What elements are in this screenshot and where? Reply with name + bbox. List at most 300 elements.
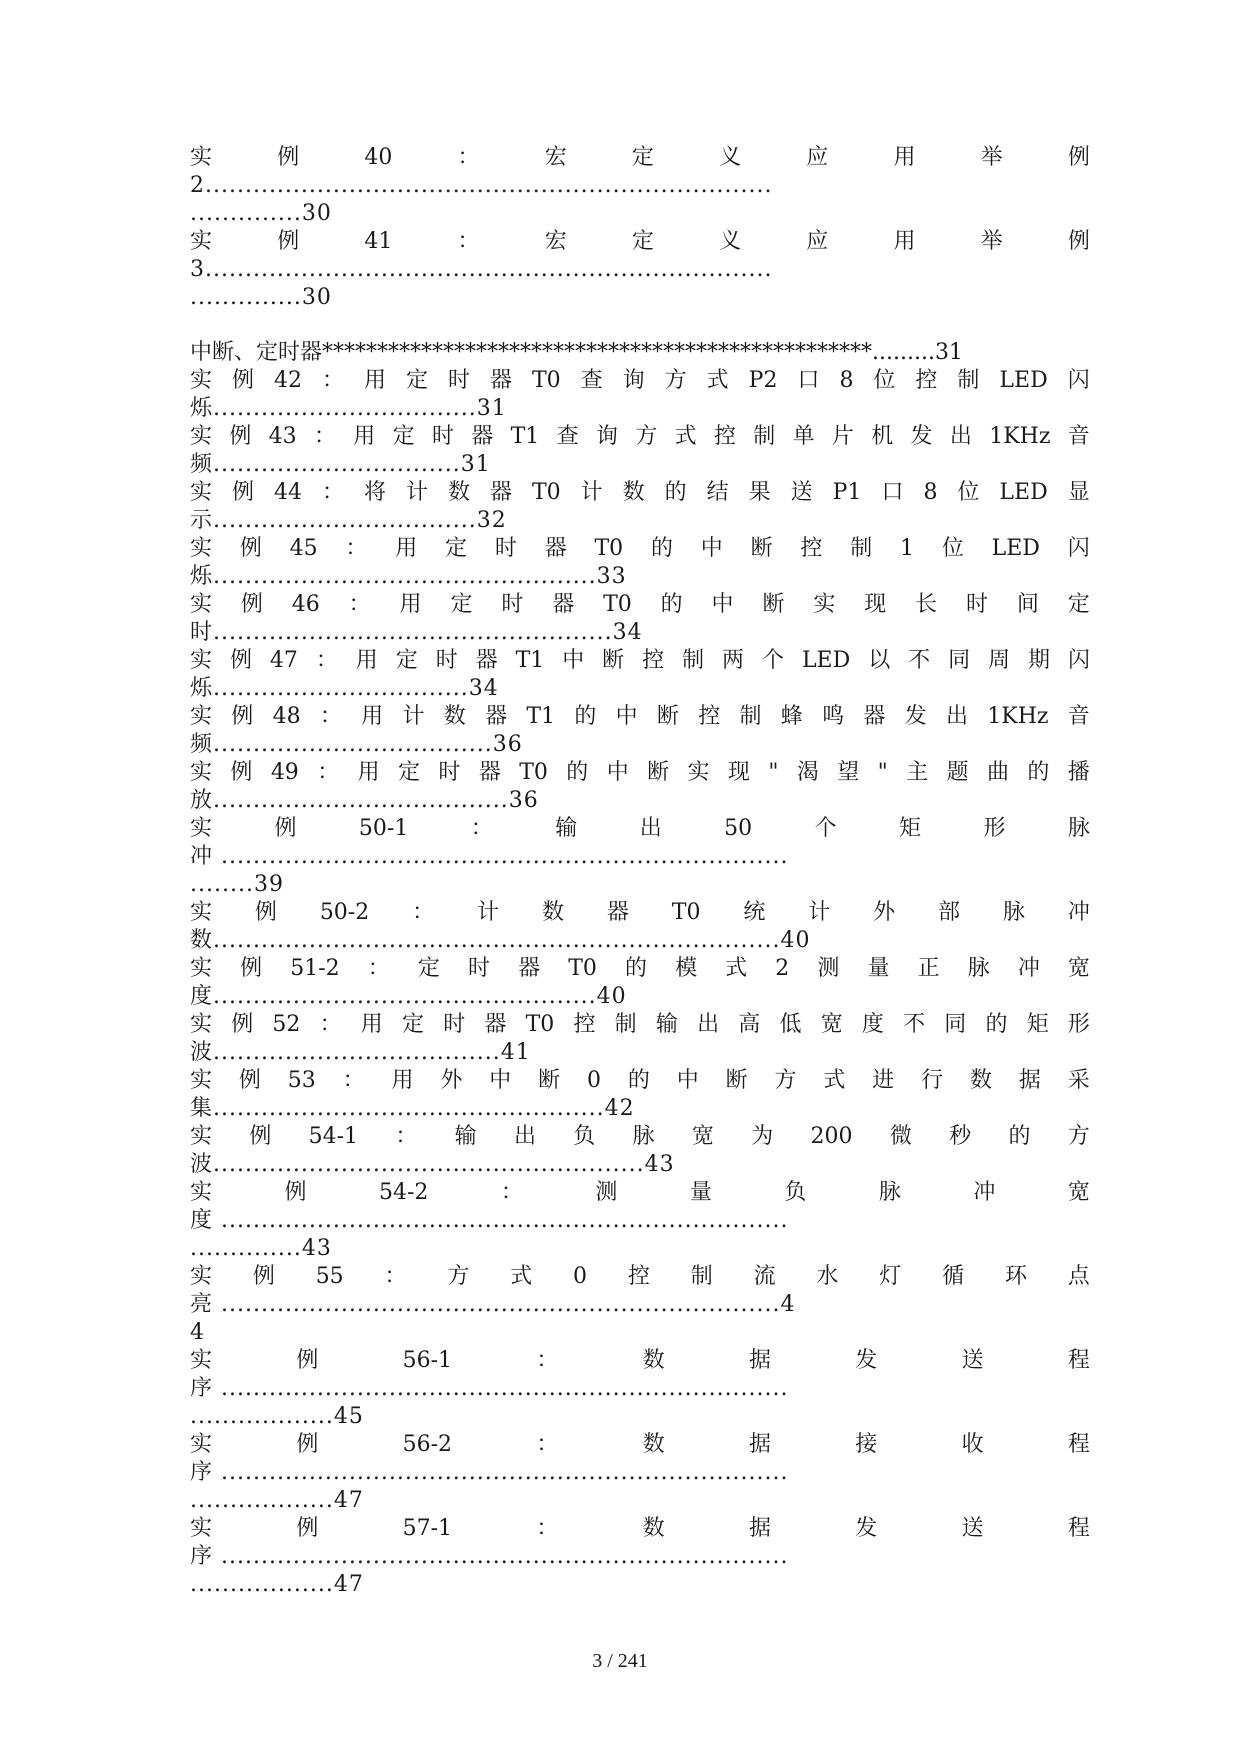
toc-title-token: 方 xyxy=(635,424,658,449)
toc-title-token: 定 xyxy=(445,536,468,561)
toc-title-token: 制 xyxy=(753,424,776,449)
toc-title-token: 实 xyxy=(190,1264,213,1289)
toc-title-token: 计 xyxy=(402,704,425,729)
toc-title-token: 52 xyxy=(272,1012,301,1037)
toc-entry-title-line xyxy=(190,955,1090,983)
toc-title-token: 器 xyxy=(489,368,512,393)
toc-entry-title-line xyxy=(190,1515,1090,1543)
toc-title-token: 8 xyxy=(923,480,938,505)
toc-title-token: 程 xyxy=(1067,1516,1090,1541)
toc-entry-title-line xyxy=(190,1263,1090,1291)
toc-title-token: 0 xyxy=(586,1068,601,1093)
toc-entry-leader-line: 烁.................................31 xyxy=(190,396,507,421)
toc-title-token: 例 xyxy=(230,760,253,785)
toc-title-token: T1 xyxy=(510,424,540,449)
toc-title-token: ： xyxy=(342,1068,365,1093)
toc-entry[interactable] xyxy=(190,1347,1090,1431)
toc-title-token: 定 xyxy=(395,648,418,673)
toc-title-token: ： xyxy=(457,145,480,170)
toc-title-token: 式 xyxy=(674,424,697,449)
toc-group-before xyxy=(190,144,1090,312)
toc-title-token: 送 xyxy=(961,1348,984,1373)
toc-title-token: 46 xyxy=(291,592,320,617)
toc-title-token: 查 xyxy=(556,424,579,449)
toc-entry[interactable] xyxy=(190,479,1090,535)
toc-title-token: 例 xyxy=(232,480,255,505)
toc-title-token: 宽 xyxy=(1067,956,1090,981)
toc-title-token: T0 xyxy=(603,592,632,617)
toc-title-token: 1KHz xyxy=(989,424,1051,449)
toc-title-token: LED xyxy=(801,648,851,673)
toc-title-token: 循 xyxy=(942,1264,965,1289)
toc-title-token: 控 xyxy=(800,536,823,561)
toc-title-token: 两 xyxy=(722,648,745,673)
toc-title-token: 制 xyxy=(614,1012,637,1037)
toc-entry[interactable] xyxy=(190,144,1090,228)
toc-title-token: 不 xyxy=(908,648,931,673)
toc-title-token: 实 xyxy=(813,592,836,617)
toc-title-token: 器 xyxy=(489,480,512,505)
toc-title-token: 定 xyxy=(450,592,473,617)
toc-entry-title-line xyxy=(190,144,1090,172)
toc-title-token: 时 xyxy=(467,956,490,981)
toc-title-token: 时 xyxy=(435,648,458,673)
toc-title-token: 例 xyxy=(239,536,262,561)
toc-title-token: 程 xyxy=(1067,1432,1090,1457)
toc-title-token: ： xyxy=(536,1516,559,1541)
toc-title-token: 口 xyxy=(881,480,904,505)
toc-title-token: 例 xyxy=(296,1348,319,1373)
toc-title-token: 中 xyxy=(676,1068,699,1093)
toc-title-token: 用 xyxy=(395,536,418,561)
toc-entry[interactable] xyxy=(190,759,1090,815)
toc-entry-title-line xyxy=(190,1067,1090,1095)
toc-entry-title-line xyxy=(190,228,1090,256)
toc-title-token: 流 xyxy=(753,1264,776,1289)
toc-entry[interactable] xyxy=(190,423,1090,479)
toc-title-token: 用 xyxy=(893,145,916,170)
toc-entry-title-line xyxy=(190,759,1090,787)
toc-title-token: 量 xyxy=(867,956,890,981)
toc-entry-leader-line: 亮 ......................................................................4 xyxy=(190,1292,796,1317)
toc-title-token: 40 xyxy=(364,145,393,170)
toc-title-token: 例 xyxy=(231,704,254,729)
toc-title-token: P2 xyxy=(748,368,778,393)
toc-title-token: 时 xyxy=(431,424,454,449)
toc-title-token: 56-2 xyxy=(402,1432,453,1457)
toc-title-token: 应 xyxy=(806,145,829,170)
toc-entry[interactable] xyxy=(190,1011,1090,1067)
toc-title-token: 的 xyxy=(660,592,683,617)
toc-title-token: 例 xyxy=(249,1124,272,1149)
toc-entry-leader-line: 频...................................36 xyxy=(190,732,523,757)
toc-title-token: 应 xyxy=(806,229,829,254)
toc-title-token: 式 xyxy=(725,956,748,981)
toc-title-token: 个 xyxy=(814,816,837,841)
toc-entry-title-line xyxy=(190,1123,1090,1151)
toc-gap xyxy=(190,312,1090,339)
toc-title-token: 正 xyxy=(917,956,940,981)
toc-title-token: 实 xyxy=(190,592,213,617)
toc-title-token: 统 xyxy=(743,900,766,925)
toc-entry[interactable] xyxy=(190,647,1090,703)
toc-title-token: " xyxy=(768,760,779,785)
toc-title-token: 定 xyxy=(398,760,421,785)
toc-title-token: 据 xyxy=(748,1432,771,1457)
toc-title-token: 数 xyxy=(642,1516,665,1541)
toc-entry-title-line xyxy=(190,703,1090,731)
toc-title-token: 曲 xyxy=(986,760,1009,785)
toc-title-token: 式 xyxy=(510,1264,533,1289)
table-of-contents xyxy=(190,144,1090,1599)
toc-title-token: 例 xyxy=(277,229,300,254)
toc-title-token: 用 xyxy=(893,229,916,254)
toc-entry-leader-line: 波....................................41 xyxy=(190,1040,531,1065)
toc-title-token: 56-1 xyxy=(402,1348,453,1373)
toc-title-token: 方 xyxy=(664,368,687,393)
toc-title-token: 周 xyxy=(988,648,1011,673)
toc-entry-leader-line: 烁................................34 xyxy=(190,676,499,701)
toc-title-token: 时 xyxy=(501,592,524,617)
toc-title-token: 实 xyxy=(190,1516,213,1541)
toc-title-token: 例 xyxy=(229,648,252,673)
toc-entry-leader-line: 序 ....................................................................... xyxy=(190,1544,789,1569)
toc-title-token: 器 xyxy=(475,648,498,673)
toc-title-token: 50-2 xyxy=(319,900,370,925)
toc-title-token: 鸣 xyxy=(822,704,845,729)
toc-entry[interactable] xyxy=(190,1067,1090,1123)
toc-title-token: 实 xyxy=(190,229,213,254)
toc-entry-page-line: ........39 xyxy=(190,872,284,897)
toc-title-token: 8 xyxy=(839,368,854,393)
toc-title-token: 长 xyxy=(915,592,938,617)
toc-title-token: 定 xyxy=(631,229,654,254)
toc-title-token: 定 xyxy=(1067,592,1090,617)
toc-title-token: 单 xyxy=(792,424,815,449)
toc-title-token: 例 xyxy=(240,956,263,981)
toc-title-token: 望 xyxy=(837,760,860,785)
toc-title-token: 低 xyxy=(779,1012,802,1037)
toc-title-token: 数 xyxy=(443,704,466,729)
toc-title-token: 位 xyxy=(941,536,964,561)
page-number: 3 / 241 xyxy=(592,1650,648,1672)
toc-title-token: 机 xyxy=(871,424,894,449)
toc-title-token: 询 xyxy=(622,368,645,393)
toc-title-token: T0 xyxy=(519,760,548,785)
toc-title-token: 制 xyxy=(739,704,762,729)
toc-title-token: 式 xyxy=(706,368,729,393)
toc-title-token: 外 xyxy=(440,1068,463,1093)
toc-title-token: 送 xyxy=(961,1516,984,1541)
toc-title-token: T0 xyxy=(568,956,597,981)
toc-title-token: 50-1 xyxy=(358,816,409,841)
toc-title-token: 义 xyxy=(719,145,742,170)
toc-title-token: 据 xyxy=(1018,1068,1041,1093)
toc-title-token: 控 xyxy=(713,424,736,449)
toc-title-token: 例 xyxy=(252,1264,275,1289)
toc-title-token: 据 xyxy=(748,1348,771,1373)
toc-title-token: 实 xyxy=(190,816,213,841)
toc-title-token: 54-1 xyxy=(308,1124,359,1149)
toc-title-token: ： xyxy=(367,956,390,981)
toc-title-token: 主 xyxy=(906,760,929,785)
toc-title-token: 例 xyxy=(1067,145,1090,170)
toc-title-token: 出 xyxy=(513,1124,536,1149)
toc-title-token: ： xyxy=(321,368,344,393)
toc-title-token: ： xyxy=(457,229,480,254)
toc-entry-page-line: ..................47 xyxy=(190,1572,364,1597)
toc-title-token: 中 xyxy=(615,704,638,729)
toc-title-token: 制 xyxy=(690,1264,713,1289)
toc-title-token: 数 xyxy=(969,1068,992,1093)
toc-title-token: 例 xyxy=(274,816,297,841)
toc-title-token: 程 xyxy=(1067,1348,1090,1373)
toc-title-token: 断 xyxy=(750,536,773,561)
toc-title-token: 例 xyxy=(229,424,252,449)
toc-title-token: ： xyxy=(536,1348,559,1373)
toc-title-token: ： xyxy=(500,1180,523,1205)
toc-entry[interactable] xyxy=(190,1179,1090,1263)
toc-entry-title-line xyxy=(190,1011,1090,1039)
toc-title-token: 进 xyxy=(872,1068,895,1093)
toc-title-token: 2 xyxy=(775,956,790,981)
toc-entry-leader-line: 烁................................................33 xyxy=(190,564,627,589)
toc-title-token: 器 xyxy=(471,424,494,449)
toc-title-token: 用 xyxy=(399,592,422,617)
toc-title-token: P1 xyxy=(832,480,862,505)
toc-title-token: 中 xyxy=(606,760,629,785)
toc-entry-title-line xyxy=(190,1347,1090,1375)
toc-title-token: 的 xyxy=(985,1012,1008,1037)
toc-title-token: 个 xyxy=(761,648,784,673)
toc-title-token: 外 xyxy=(873,900,896,925)
toc-title-token: 音 xyxy=(1067,424,1090,449)
toc-title-token: 询 xyxy=(595,424,618,449)
toc-entry[interactable] xyxy=(190,703,1090,759)
toc-title-token: 输 xyxy=(555,816,578,841)
toc-entry-page-line: ..............30 xyxy=(190,285,332,310)
toc-group-after xyxy=(190,367,1090,1599)
toc-title-token: 口 xyxy=(797,368,820,393)
toc-title-token: 位 xyxy=(957,480,980,505)
toc-title-token: 现 xyxy=(727,760,750,785)
toc-title-token: 式 xyxy=(823,1068,846,1093)
toc-title-token: 的 xyxy=(574,704,597,729)
toc-entry[interactable] xyxy=(190,1123,1090,1179)
toc-title-token: 宏 xyxy=(544,229,567,254)
toc-title-token: 制 xyxy=(957,368,980,393)
toc-title-token: 断 xyxy=(602,648,625,673)
toc-title-token: 冲 xyxy=(1017,956,1040,981)
toc-title-token: 数 xyxy=(642,1432,665,1457)
toc-title-token: 不 xyxy=(903,1012,926,1037)
toc-title-token: 用 xyxy=(360,1012,383,1037)
toc-title-token: 器 xyxy=(552,592,575,617)
toc-title-token: 器 xyxy=(484,1012,507,1037)
toc-title-token: LED xyxy=(999,368,1048,393)
toc-title-token: 54-2 xyxy=(379,1180,429,1205)
toc-title-token: 例 xyxy=(296,1432,319,1457)
toc-title-token: 现 xyxy=(864,592,887,617)
toc-title-token: 数 xyxy=(447,480,470,505)
toc-entry-title-line xyxy=(190,899,1090,927)
toc-title-token: 出 xyxy=(945,704,968,729)
toc-title-token: 为 xyxy=(751,1124,774,1149)
toc-title-token: ： xyxy=(412,900,435,925)
toc-title-token: 200 xyxy=(810,1124,853,1149)
toc-entry-leader-line: 时..................................................34 xyxy=(190,620,643,645)
toc-title-token: 宽 xyxy=(1067,1180,1090,1205)
toc-entry[interactable] xyxy=(190,815,1090,899)
toc-entry[interactable] xyxy=(190,1263,1090,1347)
toc-title-token: 用 xyxy=(361,704,384,729)
toc-title-token: 实 xyxy=(190,956,213,981)
toc-title-token: 0 xyxy=(573,1264,588,1289)
toc-title-token: 闪 xyxy=(1067,536,1090,561)
toc-title-token: 测 xyxy=(595,1180,618,1205)
toc-title-token: 实 xyxy=(190,1432,213,1457)
toc-title-token: 断 xyxy=(762,592,785,617)
toc-title-token: 果 xyxy=(748,480,771,505)
toc-title-token: ： xyxy=(395,1124,418,1149)
toc-title-token: 宏 xyxy=(544,145,567,170)
toc-title-token: 脉 xyxy=(632,1124,655,1149)
toc-title-token: 量 xyxy=(689,1180,712,1205)
toc-title-token: 例 xyxy=(284,1180,307,1205)
toc-title-token: 实 xyxy=(190,1124,213,1149)
toc-title-token: ： xyxy=(470,816,493,841)
toc-entry[interactable] xyxy=(190,899,1090,955)
toc-entry-leader-line: 冲 ....................................................................... xyxy=(190,844,789,869)
toc-entry-title-line xyxy=(190,815,1090,843)
toc-entry-leader-line: 波......................................................43 xyxy=(190,1152,675,1177)
toc-title-token: 器 xyxy=(863,704,886,729)
toc-title-token: 义 xyxy=(719,229,742,254)
toc-entry-page-line: 4 xyxy=(190,1320,205,1345)
toc-section-heading[interactable]: 中断、定时器**************************************************.........31 xyxy=(190,340,963,365)
toc-title-token: 定 xyxy=(392,424,415,449)
toc-entry-title-line xyxy=(190,479,1090,507)
toc-title-token: 例 xyxy=(231,1012,254,1037)
toc-title-token: 点 xyxy=(1067,1264,1090,1289)
toc-entry-title-line xyxy=(190,1431,1090,1459)
toc-title-token: 将 xyxy=(363,480,386,505)
toc-title-token: 计 xyxy=(580,480,603,505)
toc-title-token: 断 xyxy=(656,704,679,729)
toc-title-token: 51-2 xyxy=(290,956,340,981)
toc-title-token: 音 xyxy=(1067,704,1090,729)
toc-title-token: 55 xyxy=(315,1264,344,1289)
toc-title-token: 器 xyxy=(544,536,567,561)
toc-title-token: 控 xyxy=(642,648,665,673)
toc-entry-title-line xyxy=(190,535,1090,563)
toc-title-token: 出 xyxy=(949,424,972,449)
toc-title-token: 的 xyxy=(566,760,589,785)
toc-title-token: 1KHz xyxy=(987,704,1049,729)
toc-title-token: 送 xyxy=(790,480,813,505)
toc-title-token: 实 xyxy=(190,145,213,170)
toc-entry[interactable] xyxy=(190,1515,1090,1599)
toc-title-token: 的 xyxy=(627,1068,650,1093)
toc-title-token: 实 xyxy=(190,368,213,393)
toc-title-token: 实 xyxy=(190,1012,213,1037)
toc-title-token: 定 xyxy=(417,956,440,981)
toc-title-token: 脉 xyxy=(878,1180,901,1205)
toc-title-token: 断 xyxy=(538,1068,561,1093)
toc-title-token: 据 xyxy=(748,1516,771,1541)
toc-title-token: 同 xyxy=(944,1012,967,1037)
toc-title-token: 实 xyxy=(190,1180,213,1205)
toc-title-token: 的 xyxy=(624,956,647,981)
toc-title-token: 显 xyxy=(1067,480,1090,505)
toc-title-token: 57-1 xyxy=(402,1516,453,1541)
toc-title-token: ： xyxy=(384,1264,407,1289)
toc-entry[interactable] xyxy=(190,367,1090,423)
toc-title-token: 水 xyxy=(816,1264,839,1289)
toc-title-token: 的 xyxy=(1008,1124,1031,1149)
toc-title-token: 用 xyxy=(391,1068,414,1093)
toc-title-token: 49 xyxy=(270,760,299,785)
toc-title-token: 间 xyxy=(1016,592,1039,617)
toc-entry[interactable] xyxy=(190,1431,1090,1515)
toc-title-token: 发 xyxy=(904,704,927,729)
toc-title-token: 形 xyxy=(1067,1012,1090,1037)
toc-title-token: 输 xyxy=(454,1124,477,1149)
toc-entry-leader-line: 度 ....................................................................... xyxy=(190,1208,789,1233)
toc-entry-leader-line: 度................................................40 xyxy=(190,984,627,1009)
toc-entry-title-line xyxy=(190,1179,1090,1207)
toc-title-token: 脉 xyxy=(1002,900,1025,925)
toc-title-token: 53 xyxy=(287,1068,316,1093)
toc-title-token: 数 xyxy=(541,900,564,925)
toc-title-token: ： xyxy=(313,424,336,449)
toc-title-token: 中 xyxy=(489,1068,512,1093)
toc-entry[interactable] xyxy=(190,591,1090,647)
toc-title-token: 数 xyxy=(622,480,645,505)
toc-title-token: 出 xyxy=(639,816,662,841)
toc-entry-leader-line: 2....................................................................... xyxy=(190,173,773,198)
toc-title-token: 45 xyxy=(289,536,318,561)
toc-title-token: 输 xyxy=(655,1012,678,1037)
toc-entry-leader-line: 频...............................31 xyxy=(190,452,491,477)
toc-title-token: 例 xyxy=(1067,229,1090,254)
toc-title-token: 发 xyxy=(855,1516,878,1541)
toc-title-token: 时 xyxy=(494,536,517,561)
toc-entry[interactable] xyxy=(190,955,1090,1011)
toc-title-token: 控 xyxy=(627,1264,650,1289)
toc-title-token: 测 xyxy=(817,956,840,981)
toc-title-token: 时 xyxy=(443,1012,466,1037)
toc-entry[interactable] xyxy=(190,228,1090,312)
toc-title-token: 实 xyxy=(190,480,213,505)
toc-title-token: 宽 xyxy=(691,1124,714,1149)
toc-entry[interactable] xyxy=(190,535,1090,591)
toc-title-token: 制 xyxy=(850,536,873,561)
toc-title-token: LED xyxy=(999,480,1048,505)
toc-title-token: 出 xyxy=(697,1012,720,1037)
toc-title-token: 行 xyxy=(921,1068,944,1093)
toc-title-token: 环 xyxy=(1004,1264,1027,1289)
toc-title-token: 控 xyxy=(573,1012,596,1037)
toc-title-token: 数 xyxy=(642,1348,665,1373)
toc-entry-page-line: ..................45 xyxy=(190,1404,364,1429)
toc-title-token: ： xyxy=(321,480,344,505)
toc-title-token: 实 xyxy=(687,760,710,785)
toc-title-token: 定 xyxy=(631,145,654,170)
toc-title-token: 用 xyxy=(357,760,380,785)
toc-title-token: 脉 xyxy=(967,956,990,981)
toc-title-token: 用 xyxy=(363,368,386,393)
